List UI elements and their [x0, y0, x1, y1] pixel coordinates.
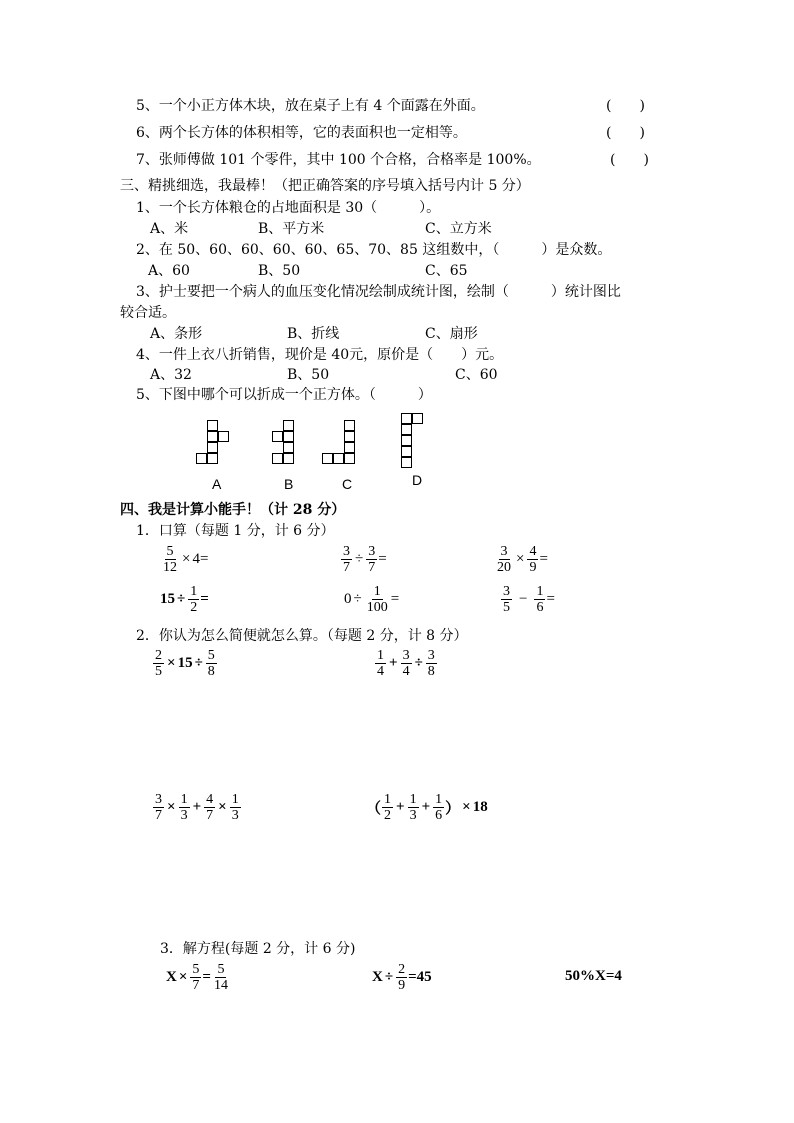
s3-q2-opt-c[interactable]: C、65 — [425, 263, 468, 279]
oral-expr-d: 15 ÷ $\frac{1}{2}$ = — [160, 584, 209, 615]
fraction: $\frac{3}{20}$ — [497, 544, 511, 575]
fraction: $\frac{1}{3}$ — [409, 792, 417, 823]
s3-q5: 5、下图中哪个可以折成一个正方体。（ ） — [136, 387, 432, 403]
fraction: $\frac{2}{5}$ — [155, 648, 162, 679]
fraction: $\frac{5}{8}$ — [207, 648, 215, 679]
s3-q1: 1、一个长方体粮仓的占地面积是 30（ ）。 — [136, 200, 441, 216]
s3-q1-opt-a[interactable]: A、米 — [150, 221, 189, 237]
oral-expr-f: $\frac{3}{5}$ − $\frac{1}{6}$ = — [503, 584, 555, 615]
fraction: $\frac{3}{5}$ — [503, 584, 510, 615]
cube-net-d-label: D — [412, 472, 423, 488]
equation-a: X × $\frac{5}{7}$ = $\frac{5}{14}$ — [166, 962, 228, 993]
equation-c: 50%X=4 — [565, 968, 622, 984]
judge-q7-answer-paren[interactable]: ( ) — [610, 152, 649, 168]
fraction: $\frac{2}{9}$ — [398, 962, 406, 993]
fraction: $\frac{4}{7}$ — [206, 792, 214, 823]
fraction: $\frac{1}{3}$ — [180, 792, 188, 823]
oral-expr-e: 0 ÷ $\frac{1}{100}$ = — [344, 584, 400, 615]
judge-q5: 5、一个小正方体木块，放在桌子上有 4 个面露在外面。 — [136, 98, 485, 114]
fraction: $\frac{3}{4}$ — [402, 648, 410, 679]
s3-q3-opt-c[interactable]: C、扇形 — [425, 326, 478, 342]
judge-q7: 7、张师傅做 101 个零件，其中 100 个合格，合格率是 100%。 — [136, 152, 541, 168]
s4-p2-title: 2．你认为怎么简便就怎么算。（每题 2 分，计 8 分） — [136, 628, 468, 644]
s3-q4: 4、一件上衣八折销售，现价是 40元，原价是（ ）元。 — [136, 347, 504, 363]
s3-q2-opt-a[interactable]: A、60 — [148, 263, 190, 279]
s3-q2: 2、在 50、60、60、60、60、65、70、85 这组数中，（ ）是众数。 — [136, 242, 612, 258]
s3-q3-opt-a[interactable]: A、条形 — [150, 326, 203, 342]
fraction: $\frac{3}{7}$ — [368, 544, 376, 575]
oral-expr-a: $\frac{5}{12}$ × 4= — [163, 544, 209, 575]
s3-q3-line1: 3、护士要把一个病人的血压变化情况绘制成统计图，绘制（ ）统计图比 — [136, 284, 621, 300]
cube-net-c-label: C — [342, 476, 353, 492]
fraction: $\frac{1}{4}$ — [377, 648, 384, 679]
oral-expr-c: $\frac{3}{20}$ × $\frac{4}{9}$ = — [497, 544, 548, 575]
s3-q4-opt-a[interactable]: A、32 — [150, 367, 192, 383]
section4-title: 四、我是计算小能手！（计 28 分） — [120, 502, 346, 518]
s4-p1-title: 1．口算（每题 1 分，计 6 分） — [136, 523, 335, 539]
fraction: $\frac{1}{6}$ — [435, 792, 443, 823]
oral-expr-b: $\frac{3}{7}$ ÷ $\frac{3}{7}$ = — [343, 544, 387, 575]
fraction: $\frac{3}{8}$ — [427, 648, 435, 679]
fraction: $\frac{1}{3}$ — [231, 792, 239, 823]
fraction: $\frac{5}{7}$ — [192, 962, 200, 993]
fraction: $\frac{1}{2}$ — [190, 584, 198, 615]
simple-expr-c: $\frac{3}{7}$ × $\frac{1}{3}$ + $\frac{4}{7}$ × $\frac{1}{3}$ — [155, 792, 239, 823]
equation-b: X ÷ $\frac{2}{9}$ = 45 — [372, 962, 432, 993]
cube-net-b-label: B — [284, 476, 294, 492]
fraction: $\frac{4}{9}$ — [529, 544, 537, 575]
simple-expr-a: $\frac{2}{5}$ × 15 ÷ $\frac{5}{8}$ — [155, 648, 215, 679]
s3-q4-opt-c[interactable]: C、60 — [455, 367, 498, 383]
section3-title: 三、精挑细选，我最棒！（把正确答案的序号填入括号内计 5 分） — [120, 178, 530, 194]
s3-q3-line2: 较合适。 — [120, 305, 176, 321]
simple-expr-b: $\frac{1}{4}$ + $\frac{3}{4}$ ÷ $\frac{3}{8}$ — [377, 648, 435, 679]
s3-q2-opt-b[interactable]: B、50 — [258, 263, 301, 279]
s3-q4-opt-b[interactable]: B、50 — [287, 367, 330, 383]
fraction: $\frac{1}{6}$ — [536, 584, 544, 615]
fraction: $\frac{1}{2}$ — [384, 792, 392, 823]
judge-q6-answer-paren[interactable]: ( ) — [606, 125, 645, 141]
s3-q1-opt-b[interactable]: B、平方米 — [258, 221, 325, 237]
cube-net-a-label: A — [212, 476, 222, 492]
judge-q6: 6、两个长方体的体积相等，它的表面积也一定相等。 — [136, 125, 467, 141]
s3-q3-opt-b[interactable]: B、折线 — [287, 326, 340, 342]
s4-p3-title: 3．解方程(每题 2 分，计 6 分) — [160, 941, 356, 957]
s3-q1-opt-c[interactable]: C、立方米 — [425, 221, 492, 237]
fraction: $\frac{5}{14}$ — [213, 962, 228, 993]
judge-q5-answer-paren[interactable]: ( ) — [606, 98, 645, 114]
fraction: $\frac{3}{7}$ — [343, 544, 350, 575]
fraction: $\frac{5}{12}$ — [163, 544, 177, 575]
simple-expr-d: （ $\frac{1}{2}$ + $\frac{1}{3}$ + $\frac{1}{6}$ ） × 18 — [366, 792, 488, 823]
fraction: $\frac{3}{7}$ — [155, 792, 162, 823]
fraction: $\frac{1}{100}$ — [366, 584, 388, 615]
